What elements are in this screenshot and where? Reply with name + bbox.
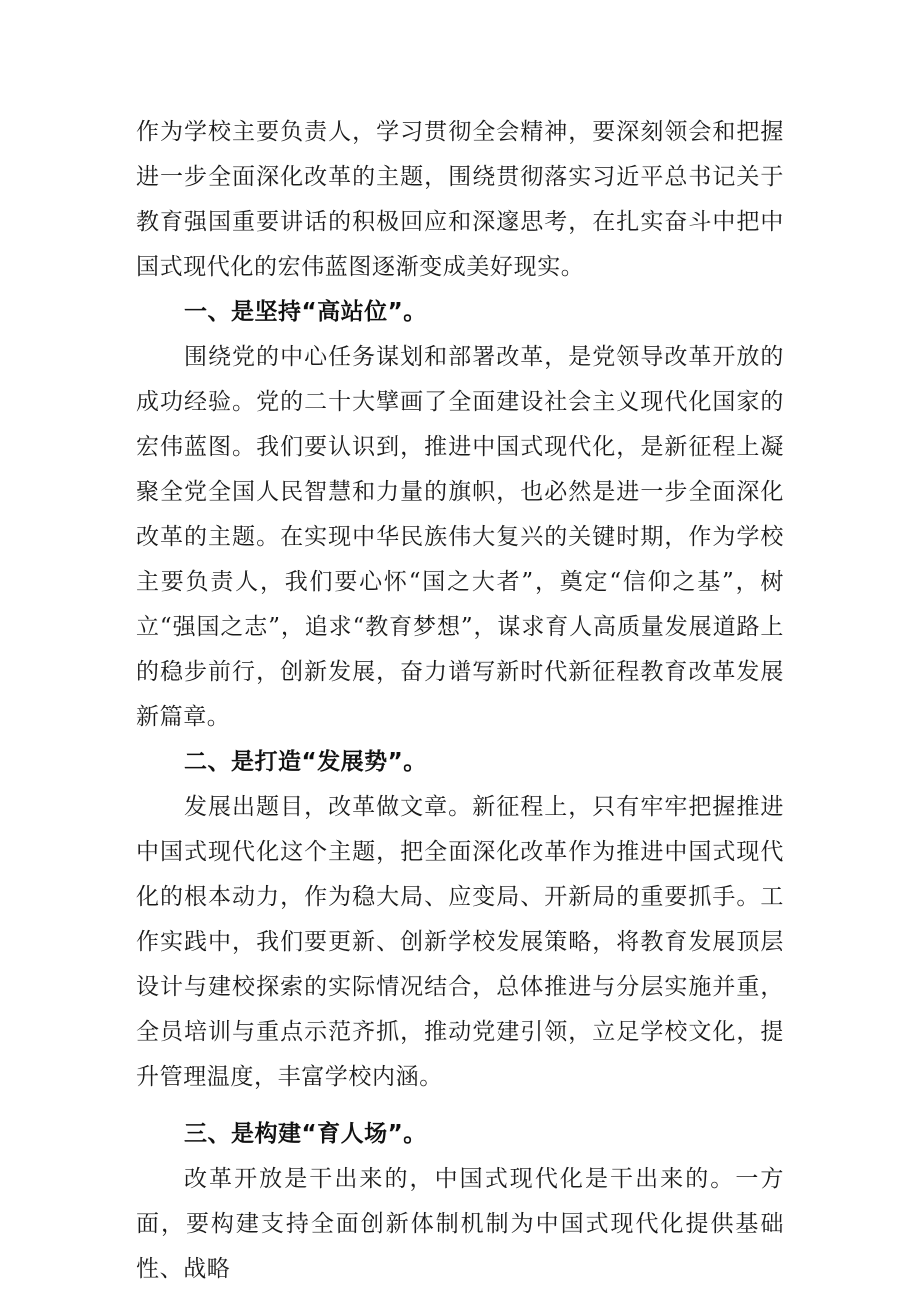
document-page — [136, 110, 784, 1292]
section-3-body: 改革开放是干出来的，中国式现代化是干出来的。一方面，要构建支持全面创新体制机制为中国式现代化提供基础性、战略 — [136, 1166, 784, 1282]
section-2-heading: 二、是打造“发展势”。 — [184, 749, 427, 775]
intro-paragraph: 作为学校主要负责人，学习贯彻全会精神，要深刻领会和把握进一步全面深化改革的主题，围绕贯彻落实习近平总书记关于教育强国重要讲话的积极回应和深邃思考，在扎实奋斗中把中国式现代化的宏伟蓝图逐渐变成美好现实。 — [136, 119, 784, 280]
section-1-heading: 一、是坚持“高站位”。 — [184, 299, 427, 325]
section-2-body: 发展出题目，改革做文章。新征程上，只有牢牢把握推进中国式现代化这个主题，把全面深化改革作为推进中国式现代化的根本动力，作为稳大局、应变局、开新局的重要抓手。工作实践中，我们要更新、创新学校发展策略，将教育发展顶层设计与建校探索的实际情况结合，总体推进与分层实施并重，全员培训与重点示范齐抓，推动党建引领，立足学校文化，提升管理温度，丰富学校内涵。 — [136, 794, 784, 1090]
section-1-body: 围绕党的中心任务谋划和部署改革，是党领导改革开放的成功经验。党的二十大擘画了全面建设社会主义现代化国家的宏伟蓝图。我们要认识到，推进中国式现代化，是新征程上凝聚全党全国人民智慧和力量的旗帜，也必然是进一步全面深化改革的主题。在实现中华民族伟大复兴的关键时期，作为学校主要负责人，我们要心怀“国之大者”，奠定“信仰之基”，树立“强国之志”，追求“教育梦想”，谋求育人高质量发展道路上的稳步前行，创新发展，奋力谱写新时代新征程教育改革发展新篇章。 — [136, 344, 784, 730]
section-3-heading: 三、是构建“育人场”。 — [184, 1121, 427, 1147]
